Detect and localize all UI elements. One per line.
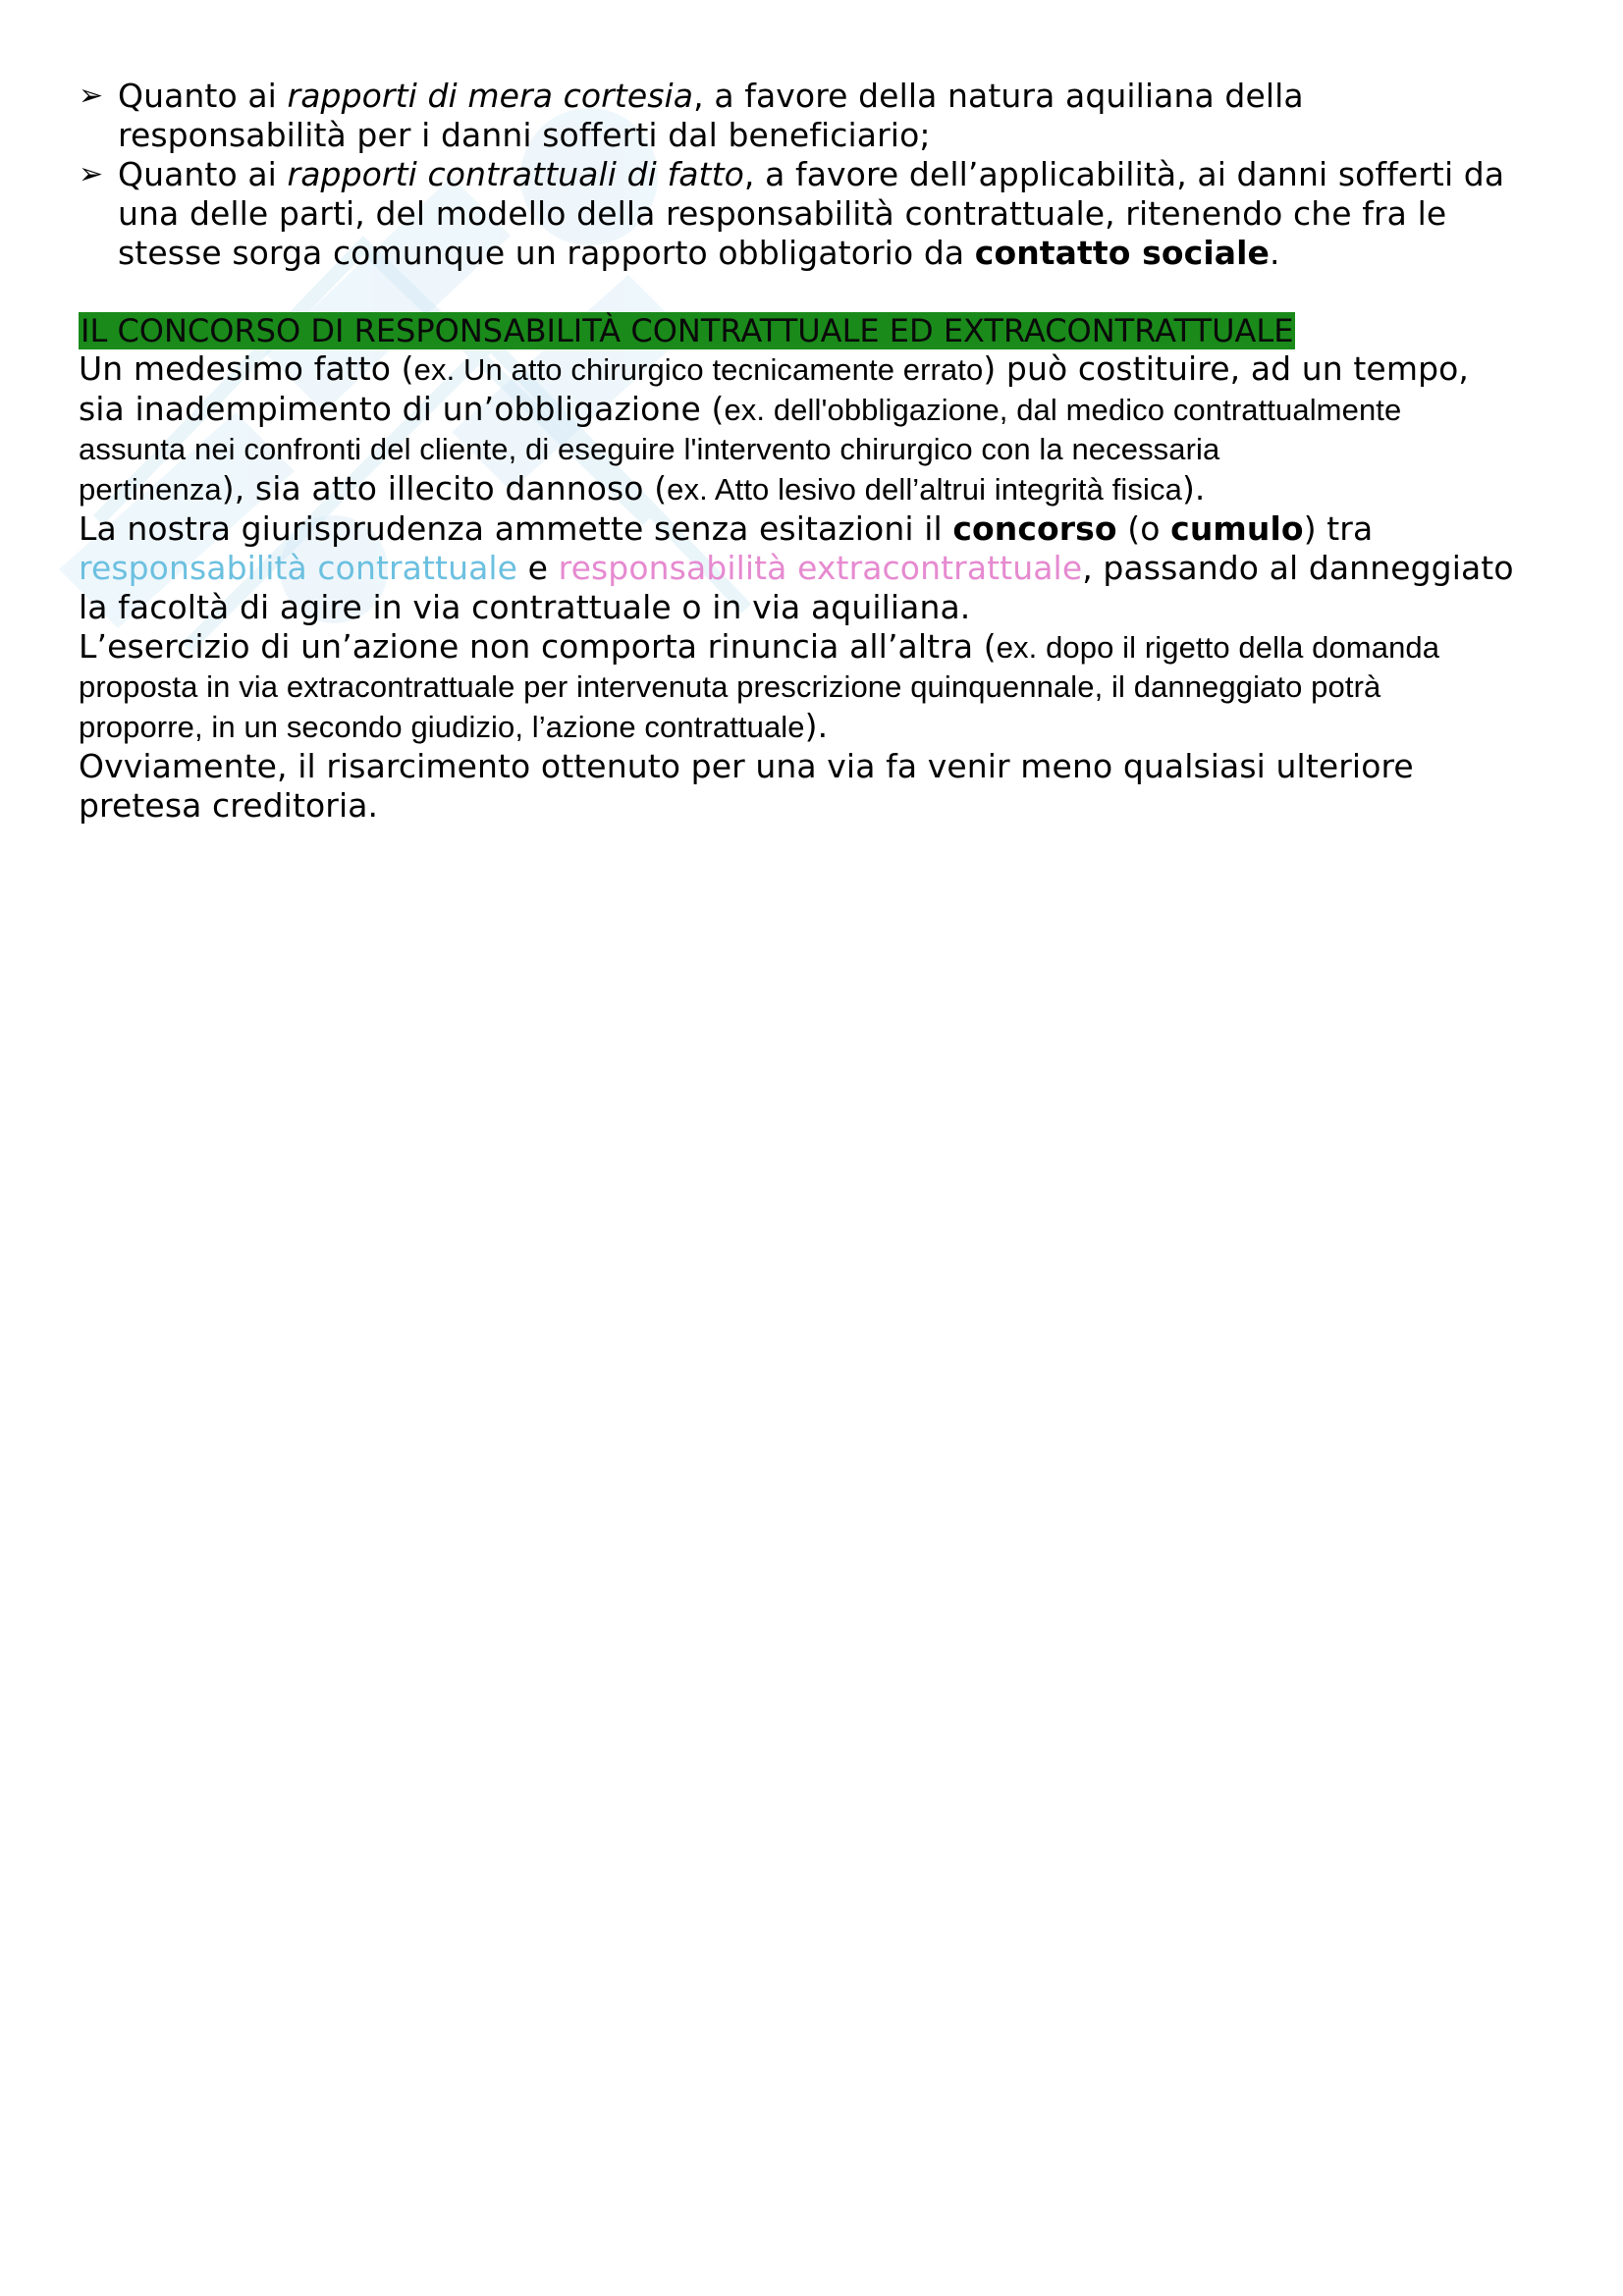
text-line: la facoltà di agire in via contrattuale o in via aquiliana. bbox=[79, 588, 971, 626]
text-line: La nostra giurisprudenza ammette senza esitazioni il concorso (o cumulo) tra bbox=[79, 509, 1374, 548]
arrow-bullet-icon: ➢ bbox=[79, 157, 104, 191]
text-line: una delle parti, del modello della responsabilità contrattuale, ritenendo che fra le bbox=[118, 194, 1447, 233]
text-line: assunta nei confronti del cliente, di eseguire l'intervento chirurgico con la necessaria bbox=[79, 432, 1220, 466]
bold-term: contatto sociale bbox=[974, 234, 1271, 272]
paragraph bbox=[79, 747, 1571, 826]
italic-term: rapporti di mera cortesia bbox=[287, 77, 694, 115]
section-heading: IL CONCORSO DI RESPONSABILITÀ CONTRATTUALE ED EXTRACONTRATTUALE bbox=[81, 312, 1294, 349]
text-line: pretesa creditoria. bbox=[79, 786, 379, 825]
text-line: proposta in via extracontrattuale per intervenuta prescrizione quinquennale, il danneggiato potrà bbox=[79, 669, 1381, 704]
bold-term: cumulo bbox=[1170, 509, 1304, 548]
text-line: Quanto ai rapporti contrattuali di fatto, a favore dell’applicabilità, ai danni sofferti da bbox=[118, 155, 1505, 193]
paragraph bbox=[79, 349, 1571, 509]
text-line: sia inadempimento di un’obbligazione (ex. dell'obbligazione, dal medico contrattualmente bbox=[79, 390, 1402, 428]
text-line: proporre, in un secondo giudizio, l’azione contrattuale). bbox=[79, 707, 829, 745]
text-line: Ovviamente, il risarcimento ottenuto per una via fa venir meno qualsiasi ulteriore bbox=[79, 747, 1414, 785]
bullet-item bbox=[79, 77, 1571, 155]
italic-term: rapporti contrattuali di fatto bbox=[287, 155, 744, 193]
text-line: stesse sorga comunque un rapporto obbligatorio da contatto sociale. bbox=[118, 234, 1280, 272]
text-line: Un medesimo fatto (ex. Un atto chirurgico tecnicamente errato) può costituire, ad un tempo, bbox=[79, 349, 1470, 388]
text-line: Quanto ai rapporti di mera cortesia, a favore della natura aquiliana della bbox=[118, 77, 1304, 115]
text-line: pertinenza), sia atto illecito dannoso (ex. Atto lesivo dell’altrui integrità fisica). bbox=[79, 469, 1206, 507]
text-line: responsabilità per i danni sofferti dal beneficiario; bbox=[118, 116, 931, 154]
section-heading-row bbox=[79, 312, 1571, 349]
text-line: responsabilità contrattuale e responsabilità extracontrattuale, passando al danneggiato bbox=[79, 549, 1514, 587]
paragraph bbox=[79, 509, 1571, 627]
bullet-item bbox=[79, 155, 1571, 273]
colored-term-blue: responsabilità contrattuale bbox=[79, 549, 518, 587]
colored-term-pink: responsabilità extracontrattuale bbox=[558, 549, 1083, 587]
text-line: L’esercizio di un’azione non comporta rinuncia all’altra (ex. dopo il rigetto della domanda bbox=[79, 627, 1440, 666]
document-body bbox=[79, 77, 1571, 826]
paragraph bbox=[79, 627, 1571, 747]
arrow-bullet-icon: ➢ bbox=[79, 79, 104, 113]
bold-term: concorso bbox=[952, 509, 1117, 548]
